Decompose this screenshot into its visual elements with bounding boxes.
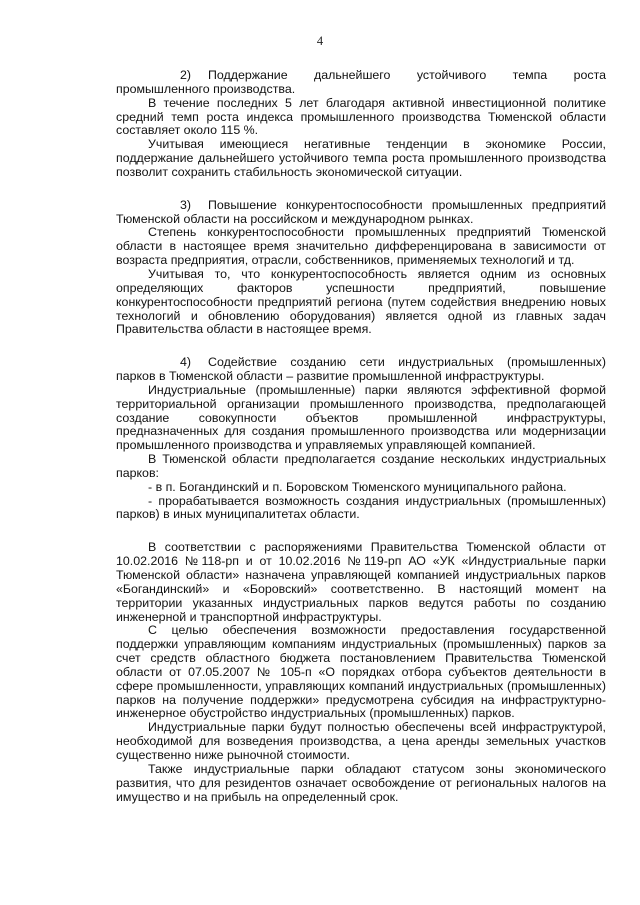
paragraph: С целью обеспечения возможности предоставления государственной поддержки управляющим компаниям индустриальных (промышленных) парков за счет средств областного бюджета постановлением Правительства Тюменской области от 07.05.2007 № 105-п «О порядках отбора субъектов деятельности в сфере промышленности, управляющих компаний индустриальных (промышленных) парков на получение поддержки» предусмотрена субсидия на инфраструктурно-инженерное обустройство индустриальных (промышленных) парков. (116, 623, 606, 721)
list-number: 3) (180, 197, 192, 212)
paragraph: Учитывая то, что конкурентоспособность является одним из основных определяющих факторов успешности предприятий, повышение конкурентоспособности предприятий региона (путем содействия внедрению новых технологий и обновлению оборудования) является одной из главных задач Правительства области в настоящее время. (116, 266, 606, 337)
page-number: 4 (316, 34, 324, 48)
paragraph: В течение последних 5 лет благодаря активной инвестиционной политике средний темп роста индекса промышленного производства Тюменской области составляет около 115 %. (116, 95, 606, 138)
paragraph: Индустриальные парки будут полностью обеспечены всей инфраструктурой, необходимой для возведения производства, а цена аренды земельных участков существенно ниже рыночной стоимости. (116, 720, 606, 762)
section-heading-3: 3) Повышение конкурентоспособности промышленных предприятий Тюменской области на российском и международном рынках. (116, 197, 606, 226)
section-heading-2: 2) Поддержание дальнейшего устойчивого темпа роста промышленного производства. (116, 68, 606, 96)
list-number: 2) (180, 68, 192, 82)
list-number: 4) (180, 355, 192, 370)
bullet-item: - в п. Богандинский и п. Боровском Тюменского муниципального района. (148, 479, 567, 494)
bullet-item: - прорабатывается возможность создания индустриальных (промышленных) парков) в иных муниципалитетах области. (116, 493, 606, 522)
document-body (116, 69, 606, 804)
section-heading-4: 4) Содействие созданию сети индустриальных (промышленных) парков в Тюменской области – развитие промышленной инфраструктуры. (116, 355, 606, 384)
paragraph: Также индустриальные парки обладают статусом зоны экономического развития, что для резидентов означает освобождение от региональных налогов на имущество и на прибыль на определенный срок. (116, 761, 606, 804)
paragraph: Индустриальные (промышленные) парки являются эффективной формой территориальной организации промышленного производства, предполагающей создание совокупности объектов промышленной инфраструктуры, предназначенных для создания промышленного производства или модернизации промышленного производства и управляемых управляющей компанией. (116, 382, 606, 453)
paragraph: Учитывая имеющиеся негативные тенденции в экономике России, поддержание дальнейшего устойчивого темпа роста промышленного производства позволит сохранить стабильность экономической ситуации. (116, 137, 606, 179)
paragraph: В соответствии с распоряжениями Правительства Тюменской области от 10.02.2016 №118-рп и от 10.02.2016 №119-рп АО «УК «Индустриальные парки Тюменской области» назначена управляющей компанией индустриальных парков «Богандинский» и «Боровский» соответственно. В настоящий момент на территории указанных индустриальных парков ведутся работы по созданию инженерной и транспортной инфраструктуры. (116, 540, 606, 624)
paragraph: В Тюменской области предполагается создание нескольких индустриальных парков: (116, 452, 606, 480)
paragraph: Степень конкурентоспособности промышленных предприятий Тюменской области в настоящее время значительно дифференцирована в зависимости от возраста предприятия, отрасли, собственников, применяемых технологий и тд. (116, 225, 606, 268)
